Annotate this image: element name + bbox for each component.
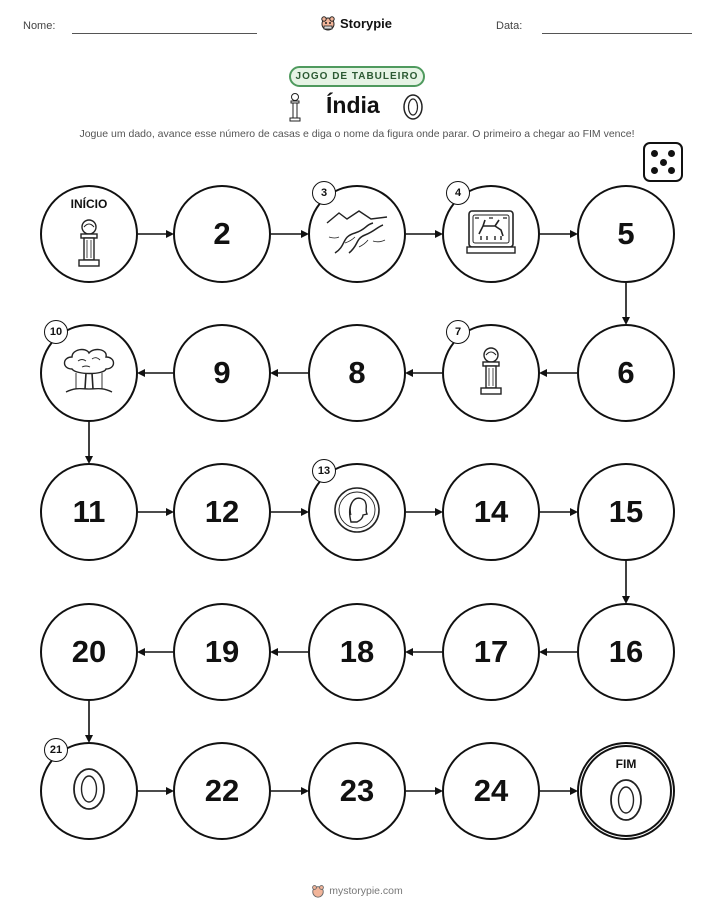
space-number: 24 [473,773,509,808]
space-number-badge: 4 [446,181,470,205]
board-space-14 [442,463,540,561]
board-space-15 [577,463,675,561]
finish-space [577,742,675,840]
board-space-20 [40,603,138,701]
board-space-18 [308,603,406,701]
river-landscape-icon [325,207,389,262]
lion-pillar-icon [474,346,508,401]
footer [0,884,714,898]
zero-numeral-icon [71,766,107,817]
storypie-mascot-icon [311,884,325,898]
space-number: 12 [204,494,240,529]
board-space-12 [173,463,271,561]
board-space-19 [173,603,271,701]
game-type-badge: JOGO DE TABULEIRO [289,66,425,87]
board-space-22 [173,742,271,840]
board-space-8 [308,324,406,422]
board-space-24 [442,742,540,840]
space-number: 2 [213,216,231,251]
space-number: 11 [72,494,106,529]
space-number: 23 [339,773,375,808]
board-space-23 [308,742,406,840]
date-label: Data: [496,20,523,32]
instructions: Jogue um dado, avance esse número de casas e diga o nome da figura onde parar. O primeiro a chegar ao FIM vence! [79,128,635,140]
space-number: 5 [617,216,635,251]
board-space-5 [577,185,675,283]
space-number: 15 [608,494,644,529]
space-number: 18 [339,634,375,669]
carved-seal-icon [465,208,517,261]
zero-numeral-icon [608,777,644,828]
brand-name: Storypie [340,15,393,31]
board-space-4 [442,185,540,283]
start-label: INÍCIO [70,197,108,211]
board-space-13 [308,463,406,561]
space-number: 17 [473,634,509,669]
board-space-7 [442,324,540,422]
board-space-9 [173,324,271,422]
start-space [40,185,138,283]
board-space-10 [40,324,138,422]
space-number-badge: 13 [312,459,336,483]
space-number: 19 [204,634,240,669]
lion-pillar-icon [72,218,106,273]
space-number: 8 [348,355,366,390]
ancient-coin-icon [333,486,381,539]
banyan-tree-icon [58,345,120,402]
space-number: 20 [71,634,107,669]
board-space-17 [442,603,540,701]
board-space-21 [40,742,138,840]
board-space-2 [173,185,271,283]
board-space-3 [308,185,406,283]
space-number: 14 [473,494,509,529]
space-number-badge: 7 [446,320,470,344]
space-number: 6 [617,355,635,390]
space-number-badge: 10 [44,320,68,344]
board-space-11 [40,463,138,561]
space-number-badge: 3 [312,181,336,205]
board-space-16 [577,603,675,701]
space-number: 9 [213,355,231,390]
finish-label: FIM [615,757,637,771]
page-title: Índia [326,92,380,118]
space-number-badge: 21 [44,738,68,762]
footer-url: mystorypie.com [329,885,403,897]
board-space-6 [577,324,675,422]
name-label: Nome: [23,20,56,32]
space-number: 22 [204,773,240,808]
space-number: 16 [608,634,644,669]
